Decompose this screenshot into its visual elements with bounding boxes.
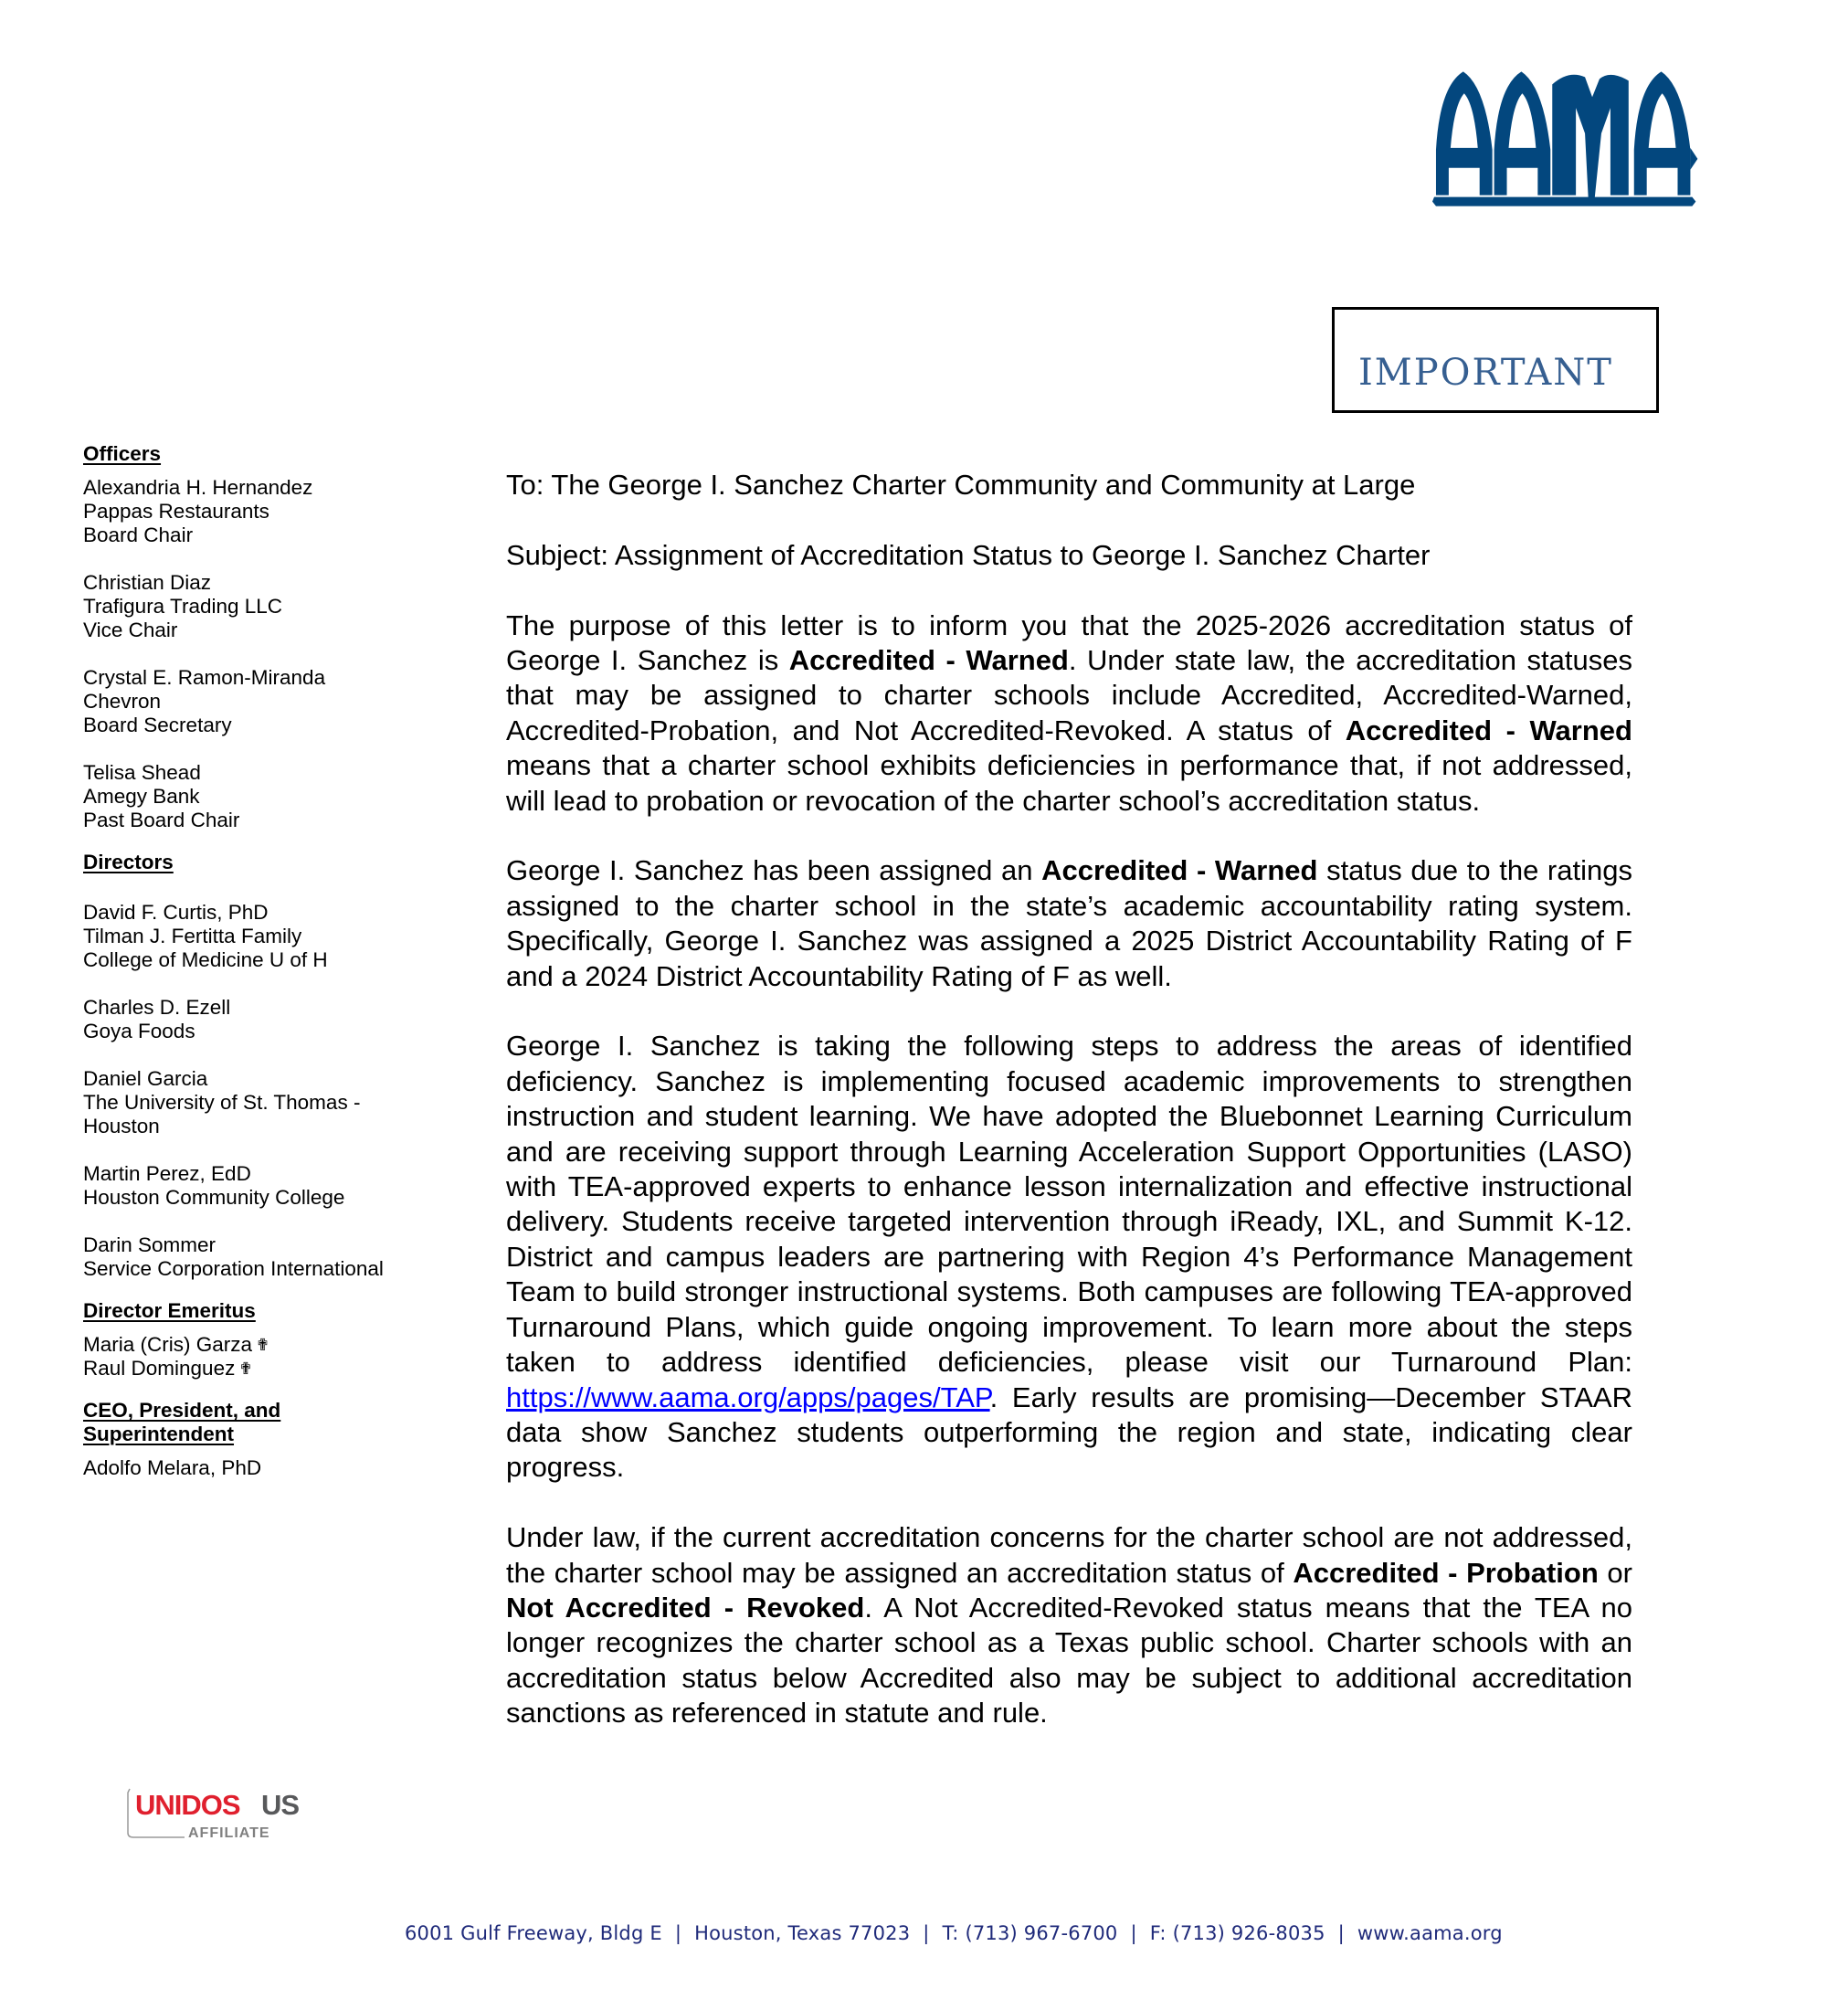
turnaround-plan-link[interactable]: https://www.aama.org/apps/pages/TAP (506, 1381, 990, 1413)
officer-org: Trafigura Trading LLC (83, 595, 283, 618)
director-entry (83, 901, 467, 972)
board-sidebar (83, 442, 467, 1480)
officer-name: Crystal E. Ramon-Miranda (83, 666, 326, 689)
cross-icon: ✟ (238, 1359, 253, 1378)
text-run: status due to the ratings assigned to the charter school in the state’s academic accountability rating system. Specifically, George I. Sanchez was assigned a 2025 District Accountability Rating of F and a 2024 District Accountability Rating of F as well. (506, 854, 1632, 992)
officer-org: Chevron (83, 690, 162, 713)
text-run: . Under state law, the accreditation statuses that may be assigned to charter schools include Accredited, Accredited-Warned, Accredited-Probation, and Not Accredited-Revoked. A status of (506, 644, 1632, 746)
text-run: Under law, if the current accreditation concerns for the charter school are not addressed, the charter school may be assigned an accreditation status of (506, 1521, 1632, 1589)
unidos-text: UNIDOS (135, 1789, 240, 1821)
text-run: The purpose of this letter is to inform you that the 2025-2026 accreditation status of George I. Sanchez is (506, 608, 1632, 676)
director-name: David F. Curtis, PhD (83, 901, 269, 924)
paragraph-reason (506, 853, 1632, 994)
important-label: IMPORTANT (1358, 352, 1613, 394)
officer-name: Christian Diaz (83, 571, 212, 594)
cross-icon: ✟ (256, 1336, 270, 1354)
important-callout (1332, 307, 1659, 413)
emeritus-entry (83, 1357, 467, 1381)
ceo-name: Adolfo Melara, PhD (83, 1456, 262, 1479)
officer-title: Board Chair (83, 524, 194, 546)
footer-address: 6001 Gulf Freeway, Bldg E (405, 1922, 662, 1944)
footer-phone: T: (713) 967-6700 (942, 1922, 1118, 1944)
aama-logo (1432, 68, 1759, 206)
status-emphasis: Accredited - Warned (1041, 854, 1318, 887)
director-name: Martin Perez, EdD (83, 1162, 251, 1185)
officer-entry (83, 571, 467, 642)
affiliate-text: AFFILIATE (188, 1825, 270, 1840)
officer-org: Amegy Bank (83, 785, 200, 808)
officers-heading: Officers (83, 442, 162, 465)
director-name: Daniel Garcia (83, 1067, 208, 1090)
letter-subject: Subject: Assignment of Accreditation Status to George I. Sanchez Charter (506, 538, 1431, 571)
text-run: George I. Sanchez has been assigned an (506, 854, 1042, 887)
officer-entry (83, 761, 467, 832)
us-text: US (261, 1789, 300, 1821)
emeritus-heading: Director Emeritus (83, 1299, 256, 1322)
officer-entry (83, 666, 467, 737)
director-org: Houston (83, 1115, 160, 1137)
director-entry (83, 996, 467, 1043)
text-run: . A Not Accredited-Revoked status means that the TEA no longer recognizes the charter school as a Texas public school. Charter schools with an accreditation status below Accredited also may be subject to additional accreditation sanctions as referenced in statute and rule. (506, 1591, 1633, 1730)
emeritus-entry (83, 1333, 467, 1357)
director-org: Goya Foods (83, 1020, 195, 1042)
director-org: Service Corporation International (83, 1257, 384, 1280)
footer-separator: | (1337, 1922, 1345, 1944)
director-name: Darin Sommer (83, 1233, 216, 1256)
officer-name: Telisa Shead (83, 761, 201, 784)
ceo-heading (83, 1399, 467, 1446)
text-run: means that a charter school exhibits deficiencies in performance that, if not addressed, will lead to probation or revocation of the charter school’s accreditation status. (506, 749, 1632, 817)
letter-to: To: The George I. Sanchez Charter Community and Community at Large (506, 469, 1416, 501)
officer-entry (83, 476, 467, 547)
paragraph-consequences (506, 1520, 1632, 1730)
officer-title: Vice Chair (83, 619, 178, 641)
directors-heading: Directors (83, 851, 174, 873)
emeritus-name: Maria (Cris) Garza (83, 1333, 253, 1356)
footer-website[interactable]: www.aama.org (1357, 1922, 1503, 1944)
status-emphasis: Accredited - Warned (788, 644, 1069, 676)
footer-city: Houston, Texas 77023 (694, 1922, 911, 1944)
text-run: . Early results are promising—December STAAR data show Sanchez students outperforming the region and state, indicating clear progress. (506, 1381, 1632, 1484)
footer-separator: | (1130, 1922, 1137, 1944)
officer-title: Board Secretary (83, 714, 232, 736)
officer-org: Pappas Restaurants (83, 500, 269, 523)
director-org: Tilman J. Fertitta Family (83, 925, 302, 947)
director-org: College of Medicine U of H (83, 948, 328, 971)
director-org: The University of St. Thomas - (83, 1091, 361, 1114)
footer-separator: | (674, 1922, 682, 1944)
status-emphasis: Not Accredited - Revoked (506, 1591, 865, 1624)
paragraph-steps (506, 1029, 1632, 1485)
status-emphasis: Accredited - Probation (1293, 1556, 1599, 1589)
director-entry (83, 1067, 467, 1138)
emeritus-list (83, 1333, 467, 1381)
emeritus-name: Raul Dominguez (83, 1357, 236, 1380)
officer-name: Alexandria H. Hernandez (83, 476, 313, 499)
text-run: or (1598, 1556, 1632, 1589)
director-entry (83, 1162, 467, 1210)
footer-contact (405, 1922, 1537, 1944)
footer-fax: F: (713) 926-8035 (1149, 1922, 1325, 1944)
director-entry (83, 1233, 467, 1281)
paragraph-status (506, 608, 1632, 819)
status-emphasis: Accredited - Warned (1345, 714, 1632, 746)
unidosus-affiliate-logo (124, 1787, 312, 1840)
officer-title: Past Board Chair (83, 809, 240, 831)
footer-separator: | (923, 1922, 930, 1944)
ceo-heading-line: CEO, President, and (83, 1399, 281, 1422)
director-name: Charles D. Ezell (83, 996, 231, 1019)
director-org: Houston Community College (83, 1186, 345, 1209)
ceo-heading-line: Superintendent (83, 1423, 235, 1445)
text-run: George I. Sanchez is taking the following steps to address the areas of identified deficiency. Sanchez is implementing focused academic improvements to strengthen instruction and student learning. We have adopted the Bluebonnet Learning Curriculum and are receiving support through Learning Acceleration Support Opportunities (LASO) with TEA-approved experts to enhance lesson internalization and effective instructional delivery. Students receive targeted intervention through iReady, IXL, and Summit K-12. District and campus leaders are partnering with Region 4’s Performance Management Team to build stronger instructional systems. Both campuses are following TEA-approved Turnaround Plans, which guide ongoing improvement. To learn more about the steps taken to address identified deficiencies, please visit our Turnaround Plan: (506, 1030, 1632, 1379)
letter-body (506, 468, 1632, 1766)
